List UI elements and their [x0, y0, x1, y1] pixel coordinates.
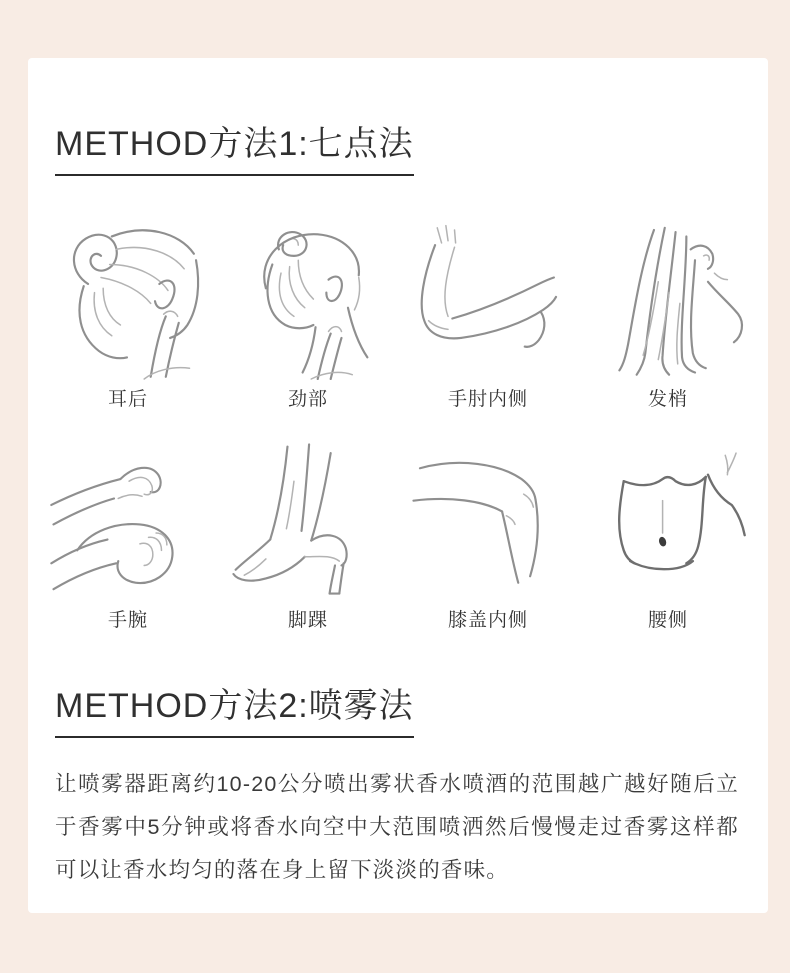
seven-point-figure-grid: [38, 216, 758, 632]
figure-label-waist: 腰侧: [647, 610, 688, 631]
figure-label-neck: 劲部: [287, 389, 328, 410]
inner-knee-sketch-icon: [407, 437, 569, 601]
figure-cell-inner-elbow: [398, 216, 578, 411]
method1-section-header: [28, 58, 768, 176]
figure-cell-neck: [218, 216, 398, 411]
figure-label-hair-ends: 发梢: [647, 389, 688, 410]
figure-cell-behind-ear: [38, 216, 218, 411]
figure-cell-ankle: [218, 437, 398, 632]
hair-ends-sketch-icon: [587, 216, 749, 380]
figure-label-inner-knee: 膝盖内侧: [447, 610, 528, 631]
figure-label-ankle: 脚踝: [287, 610, 328, 631]
neck-sketch-icon: [227, 216, 389, 380]
method2-section-header: [28, 632, 768, 738]
figure-cell-hair-ends: [578, 216, 758, 411]
method2-title: METHOD方法2:喷雾法: [55, 678, 414, 738]
content-card: [28, 58, 768, 913]
figure-label-wrist: 手腕: [107, 610, 148, 631]
inner-elbow-sketch-icon: [407, 216, 569, 380]
figure-label-inner-elbow: 手肘内侧: [447, 389, 528, 410]
figure-cell-waist: [578, 437, 758, 632]
method1-title: METHOD方法1:七点法: [55, 116, 414, 176]
method2-body-text: 让喷雾器距离约10-20公分喷出雾状香水喷酒的范围越广越好随后立于香雾中5分钟或将香水向空中大范围喷洒然后慢慢走过香雾这样都可以让香水均匀的落在身上留下淡淡的香味。: [55, 772, 739, 882]
figure-cell-inner-knee: [398, 437, 578, 632]
figure-cell-wrist: [38, 437, 218, 632]
wrist-sketch-icon: [47, 437, 209, 601]
figure-label-behind-ear: 耳后: [107, 389, 148, 410]
ankle-heels-sketch-icon: [227, 437, 389, 601]
behind-ear-sketch-icon: [47, 216, 209, 380]
waist-sketch-icon: [587, 437, 749, 601]
